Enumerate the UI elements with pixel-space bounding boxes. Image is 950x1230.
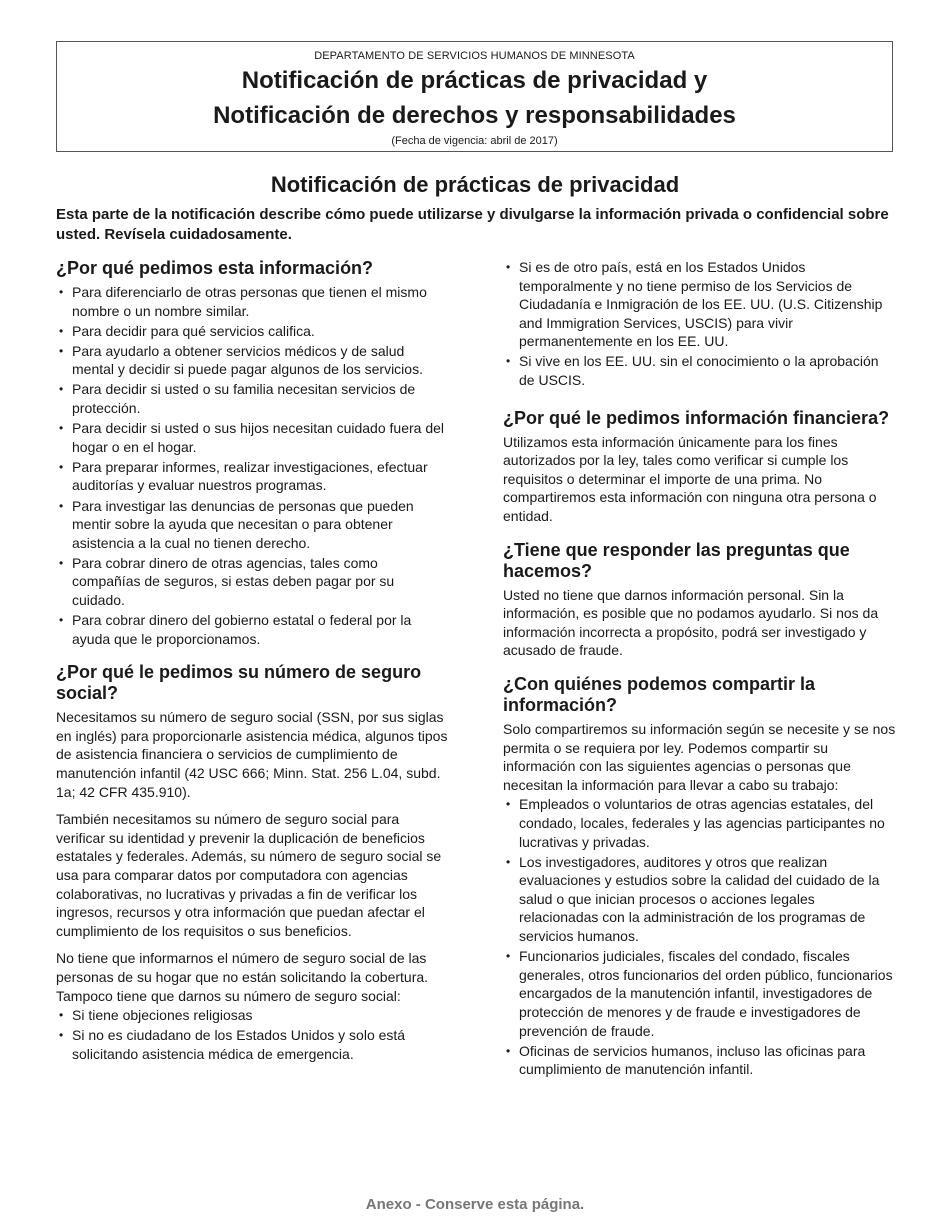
ssn-section-continued [503, 258, 896, 390]
document-title-line-2: Notificación de derechos y responsabilidades [213, 102, 736, 129]
list-item: • Para decidir si usted o su familia necesitan servicios de protección. [56, 380, 448, 417]
effective-date: (Fecha de vigencia: abril de 2017) [391, 135, 558, 147]
financial-heading: ¿Por qué le pedimos información financiera? [503, 407, 890, 428]
list-item: • Si vive en los EE. UU. sin el conocimiento o la aprobación de USCIS. [503, 352, 896, 389]
page-footer: Anexo - Conserve esta página. [365, 1196, 585, 1213]
ssn-heading: ¿Por qué le pedimos su número de seguro social? [56, 662, 422, 704]
intro-text: Esta parte de la notificación describe cómo puede utilizarse y divulgarse la información privada o confidencial sobre usted. Revísela cuidadosamente. [56, 206, 889, 243]
list-item: • Para ayudarlo a obtener servicios médicos y de salud mental y decidir si puede pagar algunos de los servicios. [56, 342, 448, 379]
list-item: • Si es de otro país, está en los Estados Unidos temporalmente y no tiene permiso de los Servicios de Ciudadanía e Inmigración de los EE. UU. (U.S. Citizenship and Immigration Services, USCIS) para vivir permanentemente en los EE. UU. [503, 258, 896, 351]
answer-section [503, 540, 896, 660]
list-item: • Para cobrar dinero del gobierno estatal o federal por la ayuda que le proporcionamos. [56, 611, 448, 648]
list-item: • Para diferenciarlo de otras personas que tienen el mismo nombre o un nombre similar. [56, 283, 448, 320]
list-item: • Los investigadores, auditores y otros que realizan evaluaciones y estudios sobre la calidad del cuidado de la salud o que inician procesos o acciones legales relacionadas con la administración de los programas de servicios humanos. [503, 853, 896, 946]
ssn-exemptions-list-continued [503, 258, 896, 390]
ssn-section [56, 662, 448, 1063]
ssn-paragraph-1: Necesitamos su número de seguro social (SSN, por sus siglas en inglés) para proporcionarle asistencia médica, algunos tipos de asistencia financiera o servicios de cumplimiento de manutención infantil (42 USC 666; Minn. Stat. 256 L.04, subd. 1a; 42 CFR 435.910). [56, 709, 448, 800]
answer-text: Usted no tiene que darnos información personal. Sin la información, es posible que no podamos ayudarlo. Si nos da información incorrecta a propósito, podrá ser investigado y acusado de fraude. [503, 586, 879, 659]
financial-section [503, 408, 896, 526]
list-item: • Empleados o voluntarios de otras agencias estatales, del condado, locales, federales y las agencias participantes no lucrativas y privadas. [503, 795, 896, 851]
list-item: • Para preparar informes, realizar investigaciones, efectuar auditorías y evaluar nuestros programas. [56, 458, 448, 495]
list-item: • Oficinas de servicios humanos, incluso las oficinas para cumplimiento de manutención infantil. [503, 1042, 896, 1079]
list-item: • Si no es ciudadano de los Estados Unidos y solo está solicitando asistencia médica de emergencia. [56, 1026, 448, 1063]
list-item: • Si tiene objeciones religiosas [56, 1006, 448, 1025]
list-item: • Funcionarios judiciales, fiscales del condado, fiscales generales, otros funcionarios del orden público, funcionarios encargados de la manutención infantil, investigadores de protección de menores y de fraude e investigadores de prevención de fraude. [503, 947, 896, 1040]
list-item: • Para investigar las denuncias de personas que pueden mentir sobre la ayuda que necesitan o para obtener asistencia a la cual no tienen derecho. [56, 497, 448, 553]
answer-heading: ¿Tiene que responder las preguntas que hacemos? [503, 539, 850, 581]
left-column [56, 258, 448, 1077]
list-item: • Para decidir para qué servicios califica. [56, 322, 448, 341]
share-text: Solo compartiremos su información según se necesite y se nos permita o se requiera por ley. Podemos compartir su información con las siguientes agencias o personas que necesitan la información para llevar a cabo su trabajo: [503, 721, 896, 793]
document-title-line-1: Notificación de prácticas de privacidad y [241, 67, 708, 94]
why-heading: ¿Por qué pedimos esta información? [56, 258, 374, 278]
document-header [56, 41, 893, 152]
why-list [56, 283, 448, 648]
agency-name: DEPARTAMENTO DE SERVICIOS HUMANOS DE MINNESOTA [314, 50, 635, 62]
list-item: • Para cobrar dinero de otras agencias, tales como compañías de seguros, si estas deben pagar por su cuidado. [56, 554, 448, 610]
ssn-exemptions-list [56, 1006, 448, 1063]
ssn-paragraph-2: También necesitamos su número de seguro social para verificar su identidad y prevenir la duplicación de beneficios estatales y federales. Además, su número de seguro social se usa para comparar datos por computadora con agencias colaborativas, no lucrativas y privadas a fin de verificar los ingresos, recursos y otra información que puedan afectar el cumplimiento de los requisitos o sus beneficios. [56, 811, 442, 939]
right-column [503, 258, 896, 1093]
share-list [503, 795, 896, 1078]
list-item: • Para decidir si usted o sus hijos necesitan cuidado fuera del hogar o en el hogar. [56, 419, 448, 456]
ssn-paragraph-3: No tiene que informarnos el número de seguro social de las personas de su hogar que no están solicitando la cobertura. Tampoco tiene que darnos su número de seguro social: [56, 950, 429, 1004]
why-section [56, 258, 448, 648]
share-heading: ¿Con quiénes podemos compartir la información? [503, 674, 816, 715]
share-section [503, 674, 896, 1079]
financial-text: Utilizamos esta información únicamente para los fines autorizados por la ley, tales como verificar si cumple los requisitos o determinar el importe de una prima. No compartiremos esta información con ninguna otra persona o entidad. [503, 433, 877, 525]
section-title: Notificación de prácticas de privacidad [270, 172, 680, 197]
